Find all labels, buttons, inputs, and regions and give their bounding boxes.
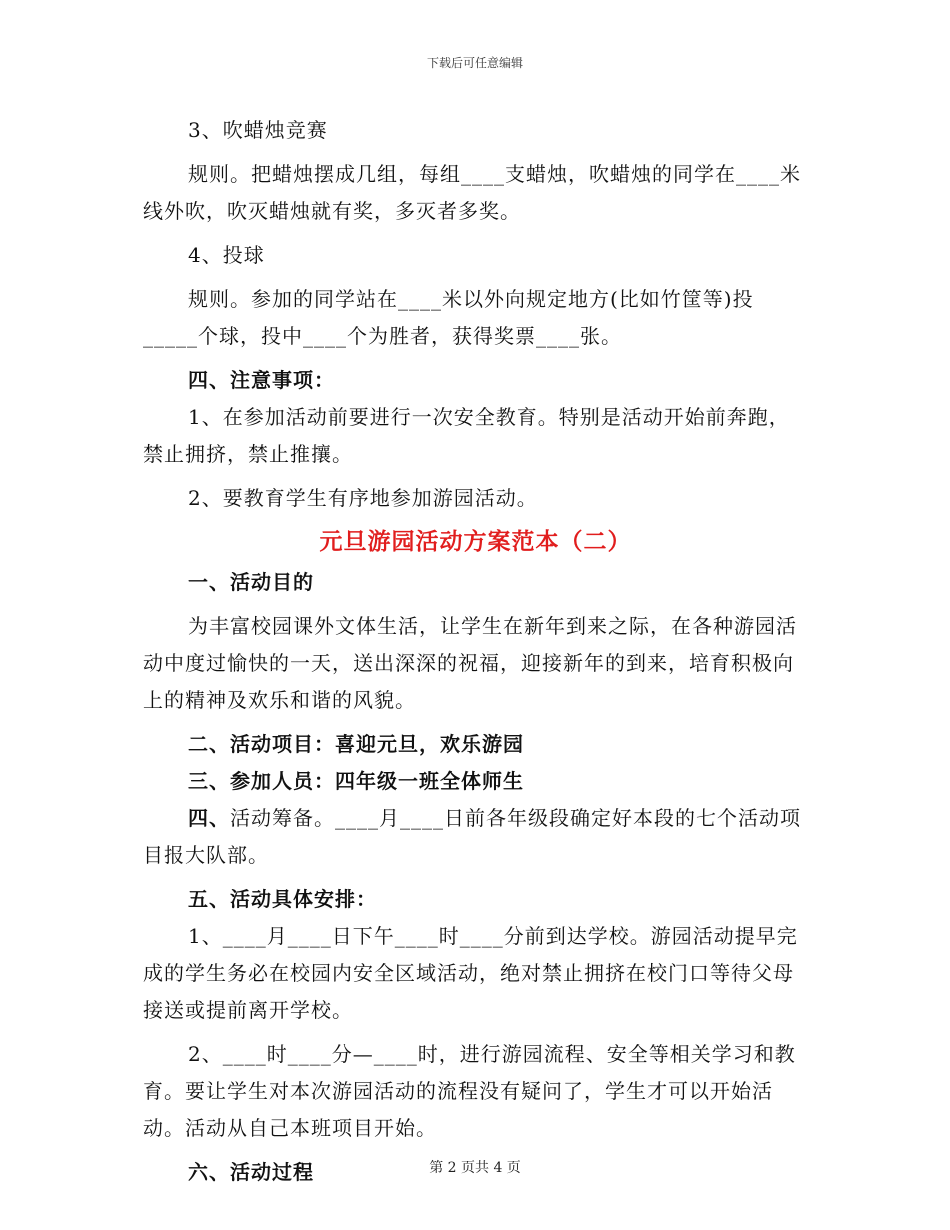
paragraph: 1、在参加活动前要进行一次安全教育。特别是活动开始前奔跑，禁止拥挤，禁止推攘。 (143, 405, 790, 466)
section-heading: 五、活动具体安排： (188, 887, 377, 911)
paragraph: 规则。把蜡烛摆成几组，每组____支蜡烛，吹蜡烛的同学在____米线外吹，吹灭蜡烛就有奖，多灭者多奖。 (143, 162, 801, 223)
paragraph: 为丰富校园课外文体生活，让学生在新年到来之际，在各种游园活动中度过愉快的一天，送出深深的祝福，迎接新年的到来，培育积极向上的精神及欢乐和谐的风貌。 (143, 614, 797, 712)
item-heading: 4、投球 (188, 243, 265, 267)
section-heading: 六、活动过程 (188, 1160, 314, 1184)
item-heading: 3、吹蜡烛竞赛 (188, 118, 328, 142)
section-number: 四、 (188, 806, 230, 830)
paragraph: 规则。参加的同学站在____米以外向规定地方(比如竹筐等)投_____个球，投中____个为胜者，获得奖票____张。 (143, 287, 754, 348)
document-title: 元旦游园活动方案范本（二） (319, 528, 632, 555)
section-heading: 二、活动项目：喜迎元旦，欢乐游园 (188, 732, 524, 756)
paragraph: 1、____月____日下午____时____分前到达学校。游园活动提早完成的学生务必在校园内安全区域活动，绝对禁止拥挤在校门口等待父母接送或提前离开学校。 (143, 924, 798, 1022)
paragraph: 2、要教育学生有序地参加游园活动。 (188, 486, 538, 510)
document-body (143, 112, 808, 1191)
section-heading: 三、参加人员：四年级一班全体师生 (188, 769, 524, 793)
section-heading: 四、注意事项： (188, 368, 335, 392)
page-footer: 第 2 页共 4 页 (429, 1160, 521, 1176)
paragraph-text: 活动筹备。____月____日前各年级段确定好本段的七个活动项目报大队部。 (143, 806, 801, 867)
page-header: 下载后可任意编辑 (426, 56, 523, 70)
section-heading: 一、活动目的 (188, 570, 314, 594)
paragraph: 2、____时____分—____时，进行游园流程、安全等相关学习和教育。要让学生对本次游园活动的流程没有疑问了，学生才可以开始活动。活动从自己本班项目开始。 (143, 1042, 796, 1140)
paragraph (143, 800, 808, 874)
